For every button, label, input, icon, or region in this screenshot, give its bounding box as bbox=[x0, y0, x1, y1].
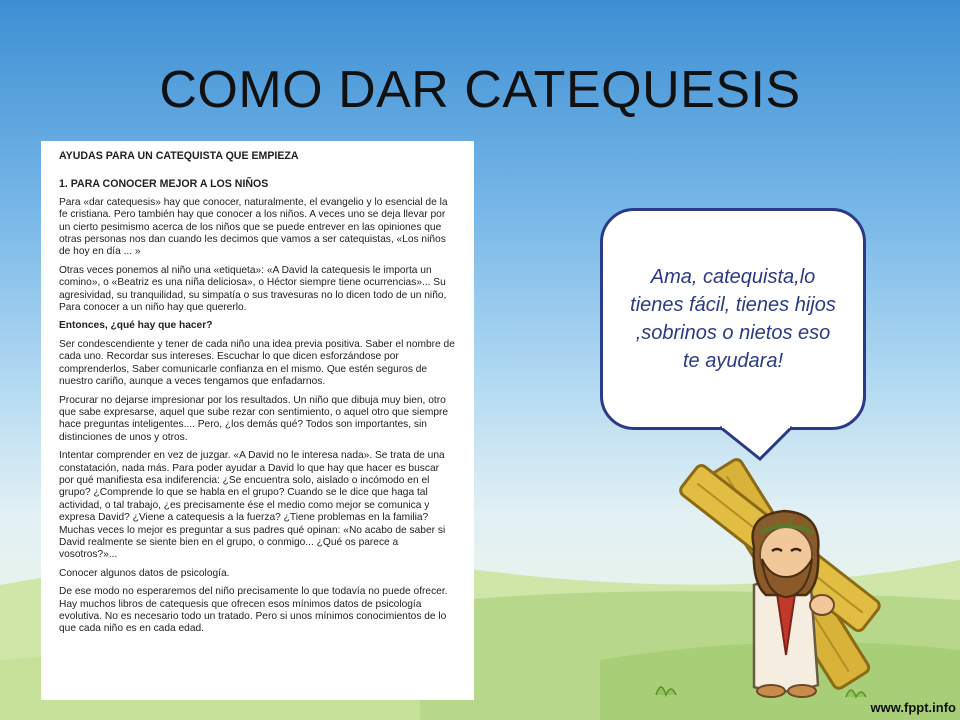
document-paragraph: Otras veces ponemos al niño una «etiqueta»: «A David la catequesis le importa un comino», o «Beatriz es una niña deliciosa», o Héctor siempre tiene ocurrencias»... Su agresividad, su tranquilidad, su simpatía o sus travesuras no lo dicen todo de un niño, Para conocer a un niño hay que quererlo. bbox=[59, 264, 447, 314]
document-paragraph: Para «dar catequesis» hay que conocer, naturalmente, el evangelio y lo esencial de la fe cristiana. Pero también hay que conocer a los niños. A veces uno se deja llevar por un cierto pesimismo acerca de los niños que se puede entrever en las opiniones que otras personas nos dan cuando les decimos que vamos a ser catequistas, «Los niños de hoy en día ... » bbox=[59, 196, 448, 258]
speech-bubble bbox=[600, 208, 866, 430]
document-paragraph: Procurar no dejarse impresionar por los resultados. Un niño que dibuja muy bien, otro que sabe expresarse, aquel que sube rezar con sentimiento, o aquel otro que siempre hace preguntas inteligentes.... Pero, ¿los demás qué? Todos son importantes, sin distinciones de unos y otros. bbox=[59, 394, 449, 443]
speech-bubble-tail bbox=[720, 425, 800, 465]
document-section-title: 1. PARA CONOCER MEJOR A LOS NIÑOS bbox=[59, 178, 269, 191]
document-heading: AYUDAS PARA UN CATEQUISTA QUE EMPIEZA bbox=[59, 150, 299, 162]
document-subheading: Entonces, ¿qué hay que hacer? bbox=[59, 320, 213, 332]
document-paragraph: Ser condescendiente y tener de cada niño una idea previa positiva. Saber el nombre de cada uno. Recordar sus intereses. Escuchar lo que dicen esforzándose por comprenderlos, Saber comunicarle confianza en el mismo. Que estén seguros de nuestro cariño, aunque a veces tengamos que enfadarnos. bbox=[59, 338, 455, 388]
slide-title: COMO DAR CATEQUESIS bbox=[159, 61, 801, 119]
footer-credit: www.fppt.info bbox=[870, 700, 956, 715]
jesus-carrying-cross-illustration bbox=[636, 455, 891, 705]
document-paragraph: Intentar comprender en vez de juzgar. «A David no le interesa nada». Se trata de una constatación, nada más. Para poder ayudar a David lo que hay que hacer es buscar por qué manifiesta esa indiferencia: ¿Se encuentra solo, aislado o incómodo en el grupo? ¿Comprende lo que se habla en el grupo? Cuando se le dice que haga tal actividad, o tal trabajo, ¿es precisamente ése el medio como mejor se comunica y expresa David? ¿Viene a catequesis a la fuerza? ¿Tiene problemas en la familia? Muchas veces lo mejor es preguntar a sus padres qué opinan: «No acabo de saber si David realmente se siente bien en el grupo, o conmigo... ¿Qué os parece a vosotros?»... bbox=[59, 450, 446, 561]
speech-bubble-text: Ama, catequista,lo tienes fácil, tienes hijos ,sobrinos o nietos eso te ayudara! bbox=[630, 266, 836, 372]
document-paragraph: De ese modo no esperaremos del niño precisamente lo que todavía no puede ofrecer. Hay muchos libros de catequesis que ofrecen esos mínimos datos de psicología evolutiva. No es necesario todo un tratado. Pero si unos mínimos conocimientos de lo que cada niño es en cada edad. bbox=[59, 586, 448, 635]
document-excerpt bbox=[41, 141, 474, 700]
document-paragraph: Conocer algunos datos de psicología. bbox=[59, 567, 230, 579]
